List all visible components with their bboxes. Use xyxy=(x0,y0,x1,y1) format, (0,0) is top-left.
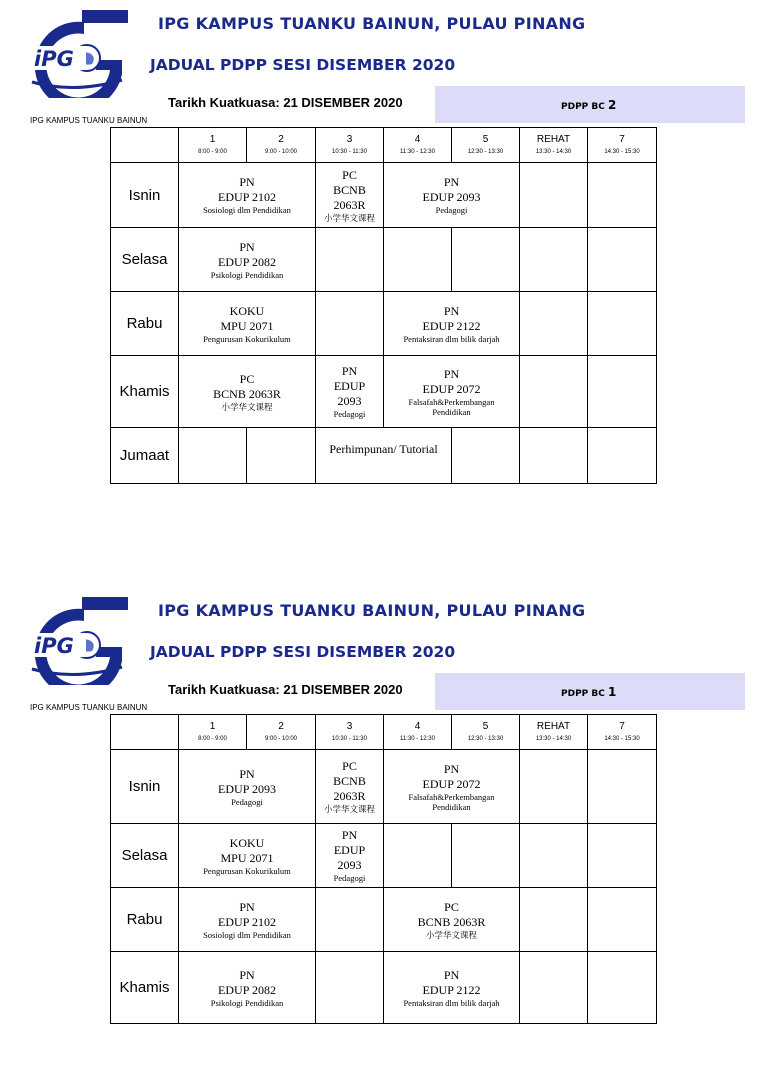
period-header: 1 8:00 - 9:00 xyxy=(179,715,247,750)
empty-slot xyxy=(520,228,588,292)
timetable-grid xyxy=(110,714,657,1024)
empty-slot xyxy=(316,228,384,292)
class-slot: PN EDUP 2093 Pedagogi xyxy=(384,163,520,228)
empty-slot xyxy=(520,750,588,824)
empty-slot xyxy=(588,952,657,1024)
period-header-row xyxy=(111,128,657,163)
empty-slot xyxy=(520,163,588,228)
empty-slot xyxy=(588,163,657,228)
empty-slot xyxy=(452,228,520,292)
group-badge xyxy=(435,673,745,710)
period-header: 5 12:30 - 13:30 xyxy=(452,715,520,750)
badge-label: PDPP BC xyxy=(561,689,605,699)
day-row-isnin xyxy=(111,163,657,228)
class-slot: PN EDUP 2093 Pedagogi xyxy=(316,824,384,888)
class-slot: PN EDUP 2122 Pentaksiran dlm bilik darjah xyxy=(384,292,520,356)
empty-slot xyxy=(452,824,520,888)
class-slot: PN EDUP 2082 Psikologi Pendidikan xyxy=(179,228,316,292)
period-header: REHAT 13:30 - 14:30 xyxy=(520,715,588,750)
day-row-khamis xyxy=(111,356,657,428)
period-header: 5 12:30 - 13:30 xyxy=(452,128,520,163)
day-row-jumaat xyxy=(111,428,657,484)
schedule-title: JADUAL PDPP SESI DISEMBER 2020 xyxy=(150,56,456,74)
day-label: Jumaat xyxy=(111,428,179,484)
empty-slot xyxy=(520,888,588,952)
period-header: REHAT 13:30 - 14:30 xyxy=(520,128,588,163)
day-label: Selasa xyxy=(111,228,179,292)
day-label: Isnin xyxy=(111,750,179,824)
ipg-logo xyxy=(24,597,128,685)
empty-slot xyxy=(588,824,657,888)
period-header: 4 11:30 - 12:30 xyxy=(384,128,452,163)
empty-slot xyxy=(588,228,657,292)
corner-cell xyxy=(111,715,179,750)
day-row-rabu xyxy=(111,888,657,952)
timetable-sheet-bc1 xyxy=(0,587,768,1087)
empty-slot xyxy=(384,228,452,292)
empty-slot xyxy=(316,888,384,952)
period-header: 3 10:30 - 11:30 xyxy=(316,128,384,163)
day-label: Selasa xyxy=(111,824,179,888)
period-header: 2 9:00 - 10:00 xyxy=(247,128,316,163)
badge-number: 2 xyxy=(608,98,617,112)
empty-slot xyxy=(520,428,588,484)
class-slot: PN EDUP 2072 Falsafah&Perkembangan Pendidikan xyxy=(384,750,520,824)
class-slot: PC BCNB 2063R 小学华文课程 xyxy=(316,750,384,824)
group-badge xyxy=(435,86,745,123)
day-label: Rabu xyxy=(111,292,179,356)
empty-slot xyxy=(520,824,588,888)
institution-title: IPG KAMPUS TUANKU BAINUN, PULAU PINANG xyxy=(158,601,586,620)
effective-date: Tarikh Kuatkuasa: 21 DISEMBER 2020 xyxy=(168,682,403,697)
period-header: 4 11:30 - 12:30 xyxy=(384,715,452,750)
empty-slot xyxy=(452,428,520,484)
institution-title: IPG KAMPUS TUANKU BAINUN, PULAU PINANG xyxy=(158,14,586,33)
class-slot: PN EDUP 2102 Sosiologi dlm Pendidikan xyxy=(179,888,316,952)
class-slot: PC BCNB 2063R 小学华文课程 xyxy=(384,888,520,952)
class-slot: PC BCNB 2063R 小学华文课程 xyxy=(316,163,384,228)
badge-number: 1 xyxy=(608,685,617,699)
class-slot: PN EDUP 2093 Pedagogi xyxy=(316,356,384,428)
timetable-grid xyxy=(110,127,657,484)
day-label: Khamis xyxy=(111,952,179,1024)
logo-lettering: iPG xyxy=(34,634,74,658)
day-label: Rabu xyxy=(111,888,179,952)
empty-slot xyxy=(588,428,657,484)
period-header: 7 14:30 - 15:30 xyxy=(588,128,657,163)
class-slot: PN EDUP 2102 Sosiologi dlm Pendidikan xyxy=(179,163,316,228)
class-slot: PN EDUP 2072 Falsafah&Perkembangan Pendidikan xyxy=(384,356,520,428)
corner-cell xyxy=(111,128,179,163)
campus-label: IPG KAMPUS TUANKU BAINUN xyxy=(30,703,148,712)
assembly-slot: Perhimpunan/ Tutorial xyxy=(316,428,452,484)
class-slot: KOKU MPU 2071 Pengurusan Kokurikulum xyxy=(179,824,316,888)
schedule-title: JADUAL PDPP SESI DISEMBER 2020 xyxy=(150,643,456,661)
period-header: 2 9:00 - 10:00 xyxy=(247,715,316,750)
class-slot: KOKU MPU 2071 Pengurusan Kokurikulum xyxy=(179,292,316,356)
badge-label: PDPP BC xyxy=(561,102,605,112)
day-label: Khamis xyxy=(111,356,179,428)
empty-slot xyxy=(247,428,316,484)
empty-slot xyxy=(588,356,657,428)
day-row-isnin xyxy=(111,750,657,824)
campus-label: IPG KAMPUS TUANKU BAINUN xyxy=(30,116,148,125)
empty-slot xyxy=(588,292,657,356)
empty-slot xyxy=(588,750,657,824)
empty-slot xyxy=(520,356,588,428)
day-row-khamis xyxy=(111,952,657,1024)
day-row-selasa xyxy=(111,824,657,888)
effective-date: Tarikh Kuatkuasa: 21 DISEMBER 2020 xyxy=(168,95,403,110)
day-label: Isnin xyxy=(111,163,179,228)
class-slot: PC BCNB 2063R 小学华文课程 xyxy=(179,356,316,428)
class-slot: PN EDUP 2082 Psikologi Pendidikan xyxy=(179,952,316,1024)
period-header: 1 8:00 - 9:00 xyxy=(179,128,247,163)
class-slot: PN EDUP 2093 Pedagogi xyxy=(179,750,316,824)
period-header: 7 14:30 - 15:30 xyxy=(588,715,657,750)
period-header: 3 10:30 - 11:30 xyxy=(316,715,384,750)
timetable-sheet-bc2 xyxy=(0,0,768,500)
empty-slot xyxy=(520,292,588,356)
class-slot: PN EDUP 2122 Pentaksiran dlm bilik darjah xyxy=(384,952,520,1024)
ipg-logo xyxy=(24,10,128,98)
empty-slot xyxy=(316,952,384,1024)
empty-slot xyxy=(316,292,384,356)
empty-slot xyxy=(179,428,247,484)
period-header-row xyxy=(111,715,657,750)
day-row-selasa xyxy=(111,228,657,292)
empty-slot xyxy=(384,824,452,888)
logo-lettering: iPG xyxy=(34,47,74,71)
empty-slot xyxy=(588,888,657,952)
day-row-rabu xyxy=(111,292,657,356)
empty-slot xyxy=(520,952,588,1024)
